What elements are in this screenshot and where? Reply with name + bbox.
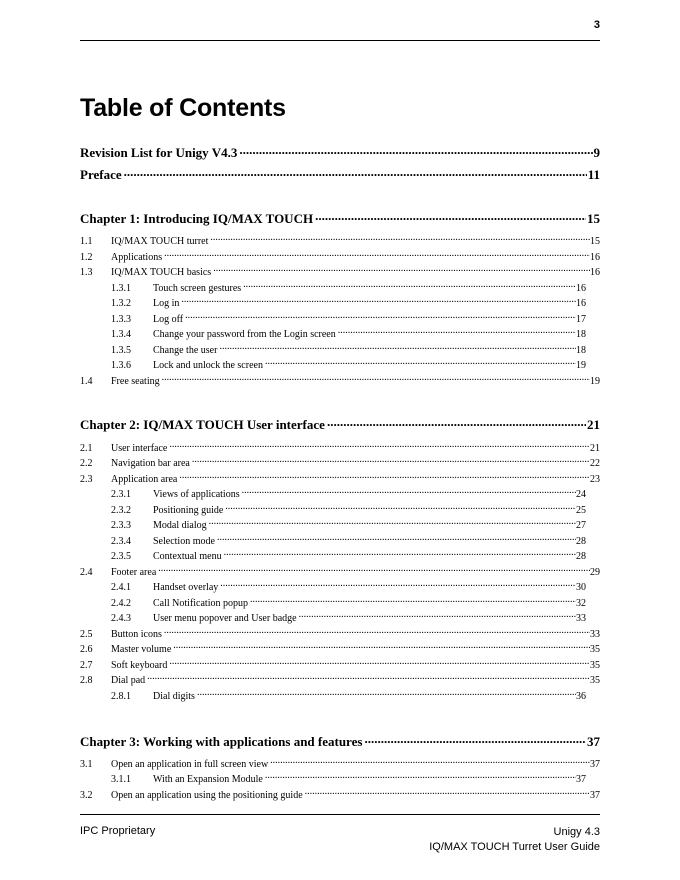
dot-leader [207,516,576,528]
toc-subentry[interactable] [111,516,586,531]
toc-entry-number: 2.8 [80,675,93,686]
toc-entry-preface[interactable] [80,164,600,183]
toc-entry-number: 2.4.3 [111,613,131,624]
toc-chapter-page: 15 [587,211,600,226]
toc-entry-page: 33 [576,613,586,624]
toc-entry-label: Touch screen gestures [153,283,242,294]
toc-entry-page: 16 [590,252,600,263]
toc-entry-label: Lock and unlock the screen [153,360,263,371]
toc-chapter-title: Chapter 3: Working with applications and features [80,734,363,749]
toc-entry-label: Positioning guide [153,505,224,516]
dot-leader [223,501,576,513]
toc-entry-page: 21 [590,443,600,454]
toc-entry[interactable] [80,470,600,485]
toc-chapter-2[interactable] [80,414,600,433]
dot-leader [240,485,576,497]
toc-entry-label: Modal dialog [153,520,207,531]
toc-entry-page: 27 [576,520,586,531]
toc-entry-number: 3.1 [80,759,93,770]
toc-entry-number: 2.3.2 [111,505,131,516]
toc-entry-page: 18 [576,329,586,340]
toc-subentry[interactable] [111,547,586,562]
toc-entry-page: 28 [576,536,586,547]
header-rule [80,40,600,41]
toc-entry-label: Revision List for Unigy V4.3 [80,145,238,160]
footer-right [429,825,600,855]
page-title: Table of Contents [80,94,286,122]
toc-subentry[interactable] [111,687,586,702]
dot-leader [263,356,576,368]
toc-entry-number: 3.1.1 [111,774,131,785]
toc-entry-number: 1.4 [80,376,93,387]
toc-entry-number: 3.2 [80,790,93,801]
toc-entry[interactable] [80,786,600,801]
toc-entry[interactable] [80,372,600,387]
toc-entry-page: 35 [590,675,600,686]
toc-entry-page: 18 [576,345,586,356]
toc-entry-page: 37 [590,759,600,770]
toc-entry-page: 16 [576,298,586,309]
dot-leader [122,164,587,179]
toc-entry-label: Log in [153,298,180,309]
toc-subentry[interactable] [111,532,586,547]
toc-entry-label: Open an application in full screen view [111,759,269,770]
toc-entry-page: 16 [590,267,600,278]
toc-entry-label: With an Expansion Module [153,774,263,785]
toc-entry-number: 1.3.1 [111,283,131,294]
toc-entry-page: 37 [576,774,586,785]
toc-subentry[interactable] [111,341,586,356]
toc-entry-label: Soft keyboard [111,660,168,671]
dot-leader [195,687,576,699]
toc-entry-number: 1.3.6 [111,360,131,371]
toc-entry-number: 2.3.1 [111,489,131,500]
dot-leader [268,755,590,767]
toc-entry-number: 1.3.5 [111,345,131,356]
toc-entry[interactable] [80,563,600,578]
toc-subentry[interactable] [111,310,586,325]
dot-leader [248,594,576,606]
toc-entry-page: 11 [587,167,600,182]
dot-leader [336,325,576,337]
toc-entry-page: 9 [593,145,600,160]
footer-rule [80,814,600,815]
toc-entry-number: 2.3.4 [111,536,131,547]
toc-subentry[interactable] [111,485,586,500]
dot-leader [167,656,590,668]
toc-entry-label: Free seating [111,376,160,387]
toc-entry-label: Views of applications [153,489,240,500]
dot-leader [263,770,576,782]
toc-entry-number: 1.3.4 [111,329,131,340]
dot-leader [167,439,590,451]
dot-leader [156,563,590,575]
toc-entry-label: User interface [111,443,168,454]
toc-entry-page: 24 [576,489,586,500]
toc-entry-label: IQ/MAX TOUCH turret [111,236,209,247]
toc-entry-label: Master volume [111,644,172,655]
dot-leader [362,731,586,746]
toc-entry[interactable] [80,232,600,247]
toc-entry-label: Log off [153,314,184,325]
dot-leader [303,786,590,798]
footer-left: IPC Proprietary [80,825,156,837]
toc-chapter-title: Chapter 2: IQ/MAX TOUCH User interface [80,417,325,432]
toc-entry[interactable] [80,625,600,640]
toc-entry-number: 1.3.2 [111,298,131,309]
toc-entry-page: 17 [576,314,586,325]
dot-leader [215,532,576,544]
toc-entry-page: 35 [590,660,600,671]
toc-entry-page: 32 [576,598,586,609]
toc-entry-page: 25 [576,505,586,516]
toc-entry-number: 1.1 [80,236,93,247]
toc-entry-page: 29 [590,567,600,578]
toc-entry-number: 1.3 [80,267,93,278]
toc-entry-number: 2.5 [80,629,93,640]
toc-entry-label: Contextual menu [153,551,222,562]
dot-leader [218,578,576,590]
toc-entry-label: Change your password from the Login screen [153,329,336,340]
dot-leader [313,208,586,223]
toc-entry[interactable] [80,671,600,686]
toc-entry-number: 2.7 [80,660,93,671]
toc-entry-label: Navigation bar area [111,458,190,469]
toc-entry-label: Open an application using the positioning guide [111,790,303,801]
toc-entry-page: 19 [590,376,600,387]
toc-entry-page: 15 [590,236,600,247]
toc-entry-page: 28 [576,551,586,562]
toc-entry-page: 22 [590,458,600,469]
toc-entry-page: 37 [590,790,600,801]
toc-entry[interactable] [80,439,600,454]
toc-chapter-3[interactable] [80,731,600,750]
toc-entry[interactable] [80,263,600,278]
dot-leader [160,372,590,384]
toc-entry-page: 16 [576,283,586,294]
dot-leader [190,454,590,466]
toc-entry[interactable] [80,640,600,655]
toc-entry-label: User menu popover and User badge [153,613,297,624]
toc-entry-number: 2.4 [80,567,93,578]
dot-leader [162,625,590,637]
toc-entry-label: Change the user [153,345,218,356]
toc-entry-label: Call Notification popup [153,598,248,609]
toc-entry-page: 33 [590,629,600,640]
toc-subentry[interactable] [111,294,586,309]
toc-subentry[interactable] [111,501,586,516]
toc-entry-label: Button icons [111,629,162,640]
toc-entry-number: 1.2 [80,252,93,263]
toc-entry-label: Footer area [111,567,157,578]
toc-entry-page: 36 [576,691,586,702]
toc-entry-page: 23 [590,474,600,485]
page-number: 3 [593,19,600,31]
toc-entry-label: Handset overlay [153,582,219,593]
toc-chapter-1[interactable] [80,208,600,227]
dot-leader [325,414,586,429]
dot-leader [222,547,576,559]
dot-leader [183,310,576,322]
toc-entry-label: Applications [111,252,163,263]
toc-subentry[interactable] [111,770,586,785]
toc-entry-number: 2.8.1 [111,691,131,702]
toc-entry-label: Dial pad [111,675,146,686]
toc-entry[interactable] [80,454,600,469]
toc-entry-number: 2.3 [80,474,93,485]
toc-chapter-page: 21 [587,417,600,432]
dot-leader [211,263,590,275]
dot-leader [171,640,590,652]
toc-entry-number: 2.4.1 [111,582,131,593]
footer-guide-title: IQ/MAX TOUCH Turret User Guide [429,841,600,853]
toc-entry-page: 19 [576,360,586,371]
dot-leader [217,341,576,353]
toc-entry-label: Selection mode [153,536,215,547]
toc-entry-label: Application area [111,474,178,485]
toc-entry-revision-list[interactable] [80,142,600,161]
toc-subentry[interactable] [111,279,586,294]
toc-chapter-page: 37 [587,734,600,749]
toc-entry-page: 30 [576,582,586,593]
toc-subentry[interactable] [111,356,586,371]
dot-leader [162,248,590,260]
toc-entry-label: Dial digits [153,691,195,702]
toc-subentry[interactable] [111,325,586,340]
dot-leader [297,609,576,621]
toc-subentry[interactable] [111,594,586,609]
dot-leader [237,142,592,157]
footer-product: Unigy 4.3 [553,826,600,838]
toc-entry-number: 2.3.3 [111,520,131,531]
toc-entry-label: Preface [80,167,122,182]
toc-entry[interactable] [80,656,600,671]
toc-entry-number: 2.3.5 [111,551,131,562]
toc-entry-number: 2.6 [80,644,93,655]
toc-entry-page: 35 [590,644,600,655]
dot-leader [177,470,590,482]
toc-entry[interactable] [80,248,600,263]
dot-leader [208,232,590,244]
toc-entry-label: IQ/MAX TOUCH basics [111,267,212,278]
toc-entry-number: 2.4.2 [111,598,131,609]
toc-entry-number: 1.3.3 [111,314,131,325]
toc-entry[interactable] [80,755,600,770]
dot-leader [179,294,576,306]
toc-subentry[interactable] [111,609,586,624]
toc-entry-number: 2.2 [80,458,93,469]
toc-subentry[interactable] [111,578,586,593]
dot-leader [145,671,590,683]
dot-leader [241,279,576,291]
toc-entry-number: 2.1 [80,443,93,454]
toc-chapter-title: Chapter 1: Introducing IQ/MAX TOUCH [80,211,314,226]
